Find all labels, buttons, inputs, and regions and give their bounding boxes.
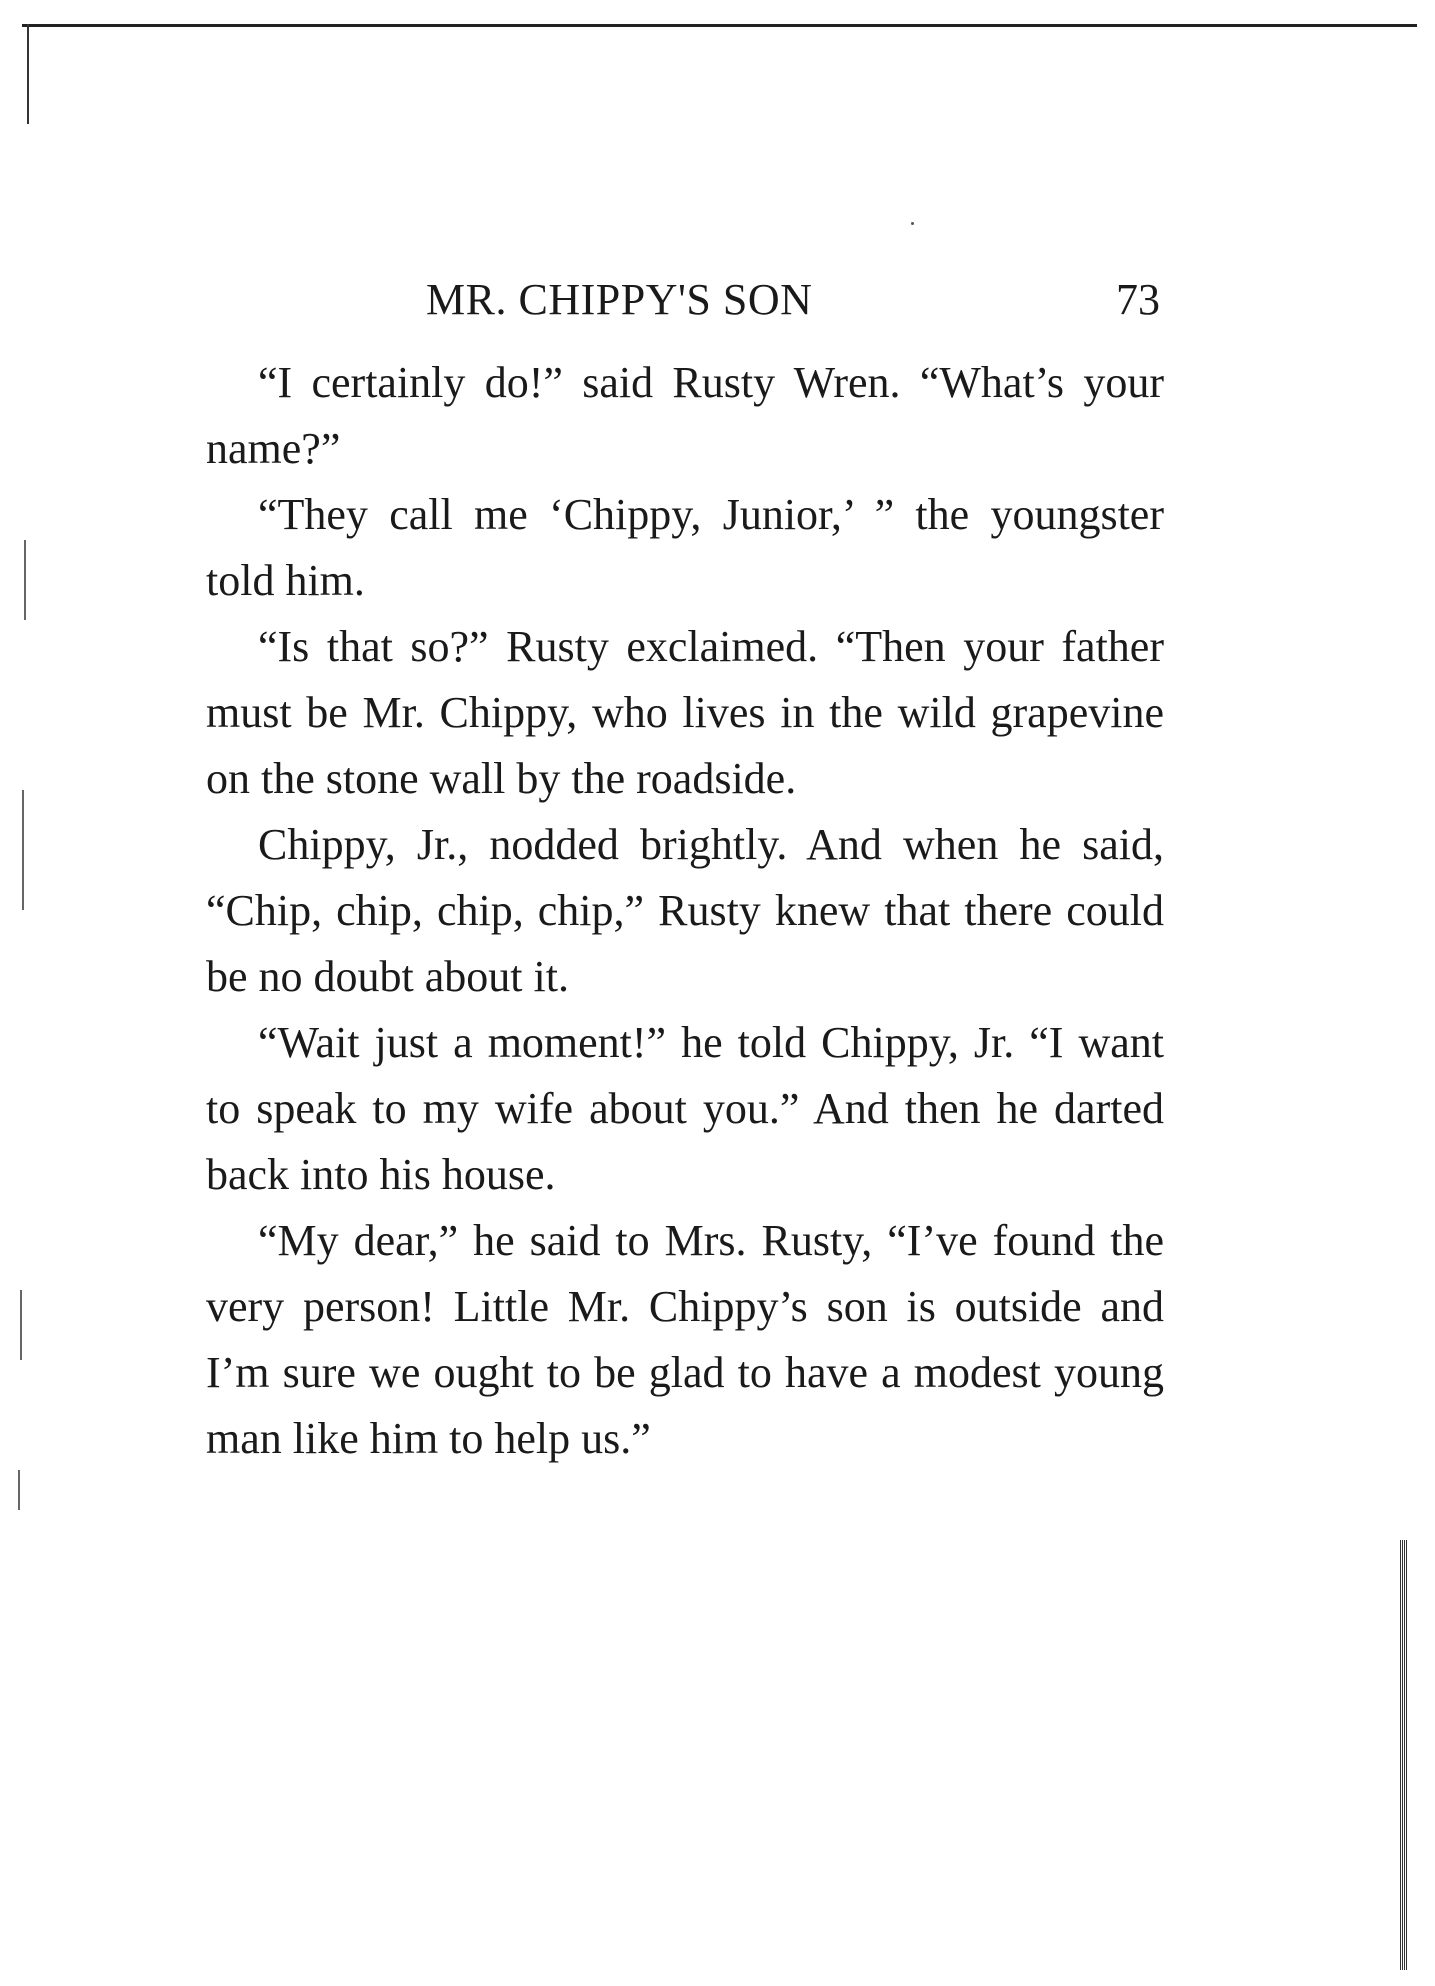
scan-mark <box>24 540 26 620</box>
running-title: MR. CHIPPY'S SON <box>426 275 813 324</box>
scan-speck <box>911 222 914 225</box>
paragraph-2: “They call me ‘Chippy, Junior,’ ” the youngster told him. <box>206 490 1164 605</box>
paragraph-6: “My dear,” he said to Mrs. Rusty, “I’ve found the very person! Little Mr. Chippy’s son is outside and I’m sure we ought to be glad to have a modest young man like him to help us.” <box>206 1216 1164 1463</box>
scan-edge-right <box>1400 1540 1408 1970</box>
scan-mark <box>22 790 24 910</box>
page-number: 73 <box>1116 275 1160 324</box>
paragraph-5: “Wait just a moment!” he told Chippy, Jr. “I want to speak to my wife about you.” And then he darted back into his house. <box>206 1018 1164 1199</box>
paragraph-1: “I certainly do!” said Rusty Wren. “What’s your name?” <box>206 358 1164 473</box>
paragraph-4: Chippy, Jr., nodded brightly. And when he said, “Chip, chip, chip, chip,” Rusty knew that there could be no doubt about it. <box>206 820 1164 1001</box>
body-text <box>206 350 1164 1472</box>
scan-border-top <box>22 24 1417 27</box>
scan-mark <box>18 1470 20 1510</box>
scan-mark <box>20 1290 22 1360</box>
scan-border-left <box>27 24 29 124</box>
paragraph-3: “Is that so?” Rusty exclaimed. “Then your father must be Mr. Chippy, who lives in the wild grapevine on the stone wall by the roadside. <box>206 622 1164 803</box>
running-head <box>206 270 1168 330</box>
